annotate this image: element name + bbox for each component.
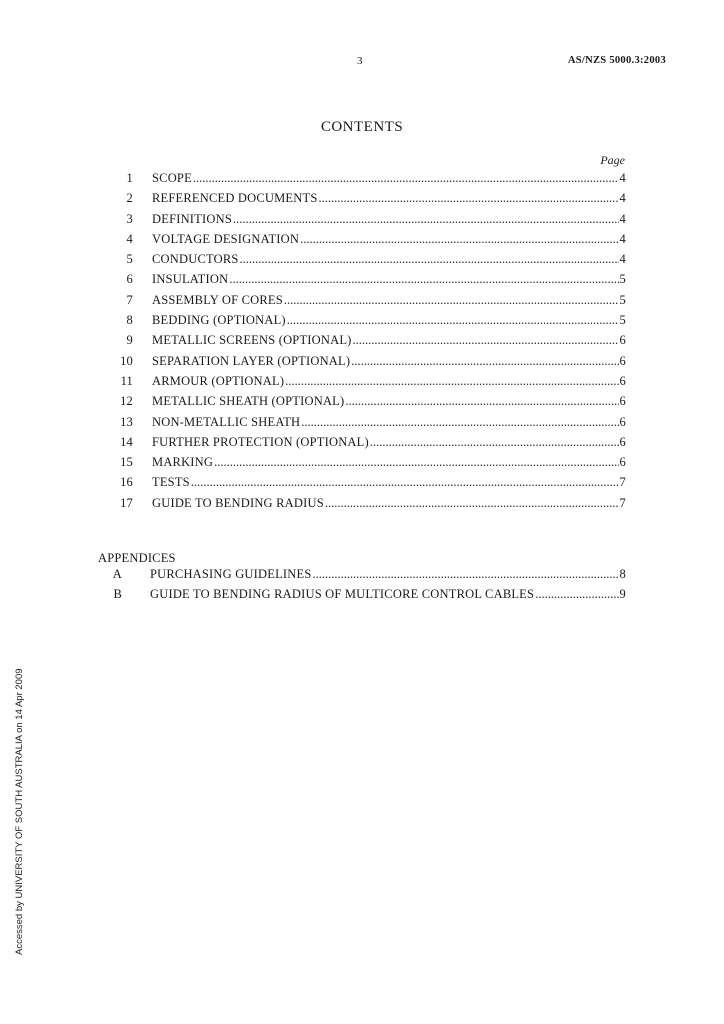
toc-entry-number: 6 bbox=[126, 272, 133, 287]
toc-entry-page: 4 bbox=[619, 211, 626, 226]
access-watermark: Accessed by UNIVERSITY OF SOUTH AUSTRALIA on 14 Apr 2009 bbox=[14, 668, 25, 955]
toc-entry-number: 3 bbox=[126, 211, 133, 226]
toc-entry-title: ARMOUR (OPTIONAL) bbox=[152, 373, 285, 388]
toc-entry-number: 16 bbox=[120, 475, 133, 490]
toc-entry-title: METALLIC SCREENS (OPTIONAL) bbox=[152, 333, 352, 348]
dot-leader bbox=[229, 272, 618, 287]
toc-entry-number: 8 bbox=[126, 313, 133, 328]
toc-entry-page: 6 bbox=[619, 373, 626, 388]
dot-leader bbox=[318, 191, 618, 206]
dot-leader bbox=[284, 293, 619, 308]
toc-entry-insulation[interactable] bbox=[108, 272, 626, 292]
toc-entry-title: MARKING bbox=[152, 455, 214, 470]
page-number: 3 bbox=[357, 55, 363, 67]
toc-entry-title: VOLTAGE DESIGNATION bbox=[152, 231, 300, 246]
toc-entry-page: 5 bbox=[619, 292, 626, 307]
dot-leader bbox=[370, 435, 619, 450]
toc-entry-non-metallic-sheath[interactable] bbox=[108, 415, 626, 435]
dot-leader bbox=[193, 171, 619, 186]
toc-entry-voltage-designation[interactable] bbox=[108, 232, 626, 252]
dot-leader bbox=[191, 475, 619, 490]
toc-entry-number: 15 bbox=[120, 455, 133, 470]
appendix-letter: A bbox=[112, 567, 122, 581]
toc-entry-title: SEPARATION LAYER (OPTIONAL) bbox=[152, 353, 351, 368]
appendix-letter: B bbox=[113, 587, 122, 602]
appendices-list bbox=[108, 567, 626, 608]
dot-leader bbox=[287, 313, 619, 328]
dot-leader bbox=[240, 252, 619, 267]
toc-entry-page: 6 bbox=[619, 333, 626, 348]
toc-entry-number: 2 bbox=[126, 191, 133, 206]
toc-entry-metallic-sheath[interactable] bbox=[108, 394, 626, 414]
toc-entry-title: FURTHER PROTECTION (OPTIONAL) bbox=[152, 434, 369, 449]
appendix-title: PURCHASING GUIDELINES bbox=[150, 567, 312, 581]
appendix-page: 9 bbox=[619, 587, 626, 602]
toc-entry-page: 6 bbox=[619, 434, 626, 449]
dot-leader bbox=[535, 587, 618, 602]
dot-leader bbox=[300, 232, 618, 247]
toc-entry-guide-to-bending-radius[interactable] bbox=[108, 496, 626, 516]
toc-entry-title: REFERENCED DOCUMENTS bbox=[152, 191, 318, 206]
toc-entry-page: 5 bbox=[619, 313, 626, 328]
toc-entry-number: 13 bbox=[120, 414, 133, 429]
toc-entry-number: 1 bbox=[126, 171, 133, 185]
toc-entry-number: 11 bbox=[120, 373, 133, 388]
toc-entry-scope[interactable] bbox=[108, 171, 626, 191]
toc-entry-number: 17 bbox=[120, 495, 133, 510]
toc-entry-armour[interactable] bbox=[108, 374, 626, 394]
toc-entry-page: 4 bbox=[619, 191, 626, 206]
toc-entry-tests[interactable] bbox=[108, 475, 626, 495]
dot-leader bbox=[353, 333, 619, 348]
toc-entry-title: ASSEMBLY OF CORES bbox=[152, 292, 283, 307]
dot-leader bbox=[325, 496, 619, 511]
appendices-heading: APPENDICES bbox=[98, 551, 176, 565]
contents-title: CONTENTS bbox=[320, 119, 404, 135]
toc-entry-page: 4 bbox=[619, 231, 626, 246]
toc-entry-page: 6 bbox=[619, 414, 626, 429]
toc-entry-conductors[interactable] bbox=[108, 252, 626, 272]
toc-entry-number: 4 bbox=[126, 231, 133, 246]
dot-leader bbox=[285, 374, 618, 389]
toc-entry-title: DEFINITIONS bbox=[152, 211, 232, 226]
toc-entry-separation-layer[interactable] bbox=[108, 354, 626, 374]
toc-entry-title: METALLIC SHEATH (OPTIONAL) bbox=[152, 394, 345, 409]
toc-entry-page: 7 bbox=[619, 495, 626, 510]
dot-leader bbox=[233, 212, 619, 227]
table-of-contents bbox=[108, 171, 626, 516]
dot-leader bbox=[214, 455, 618, 470]
appendix-entry-b[interactable] bbox=[108, 587, 626, 607]
toc-entry-number: 12 bbox=[120, 394, 133, 409]
toc-entry-title: GUIDE TO BENDING RADIUS bbox=[152, 495, 324, 510]
toc-entry-title: TESTS bbox=[152, 475, 190, 490]
toc-entry-title: BEDDING (OPTIONAL) bbox=[152, 313, 286, 328]
toc-entry-title: INSULATION bbox=[152, 272, 229, 287]
toc-entry-title: SCOPE bbox=[152, 171, 192, 185]
appendix-entry-a[interactable] bbox=[108, 567, 626, 587]
toc-entry-referenced-documents[interactable] bbox=[108, 191, 626, 211]
toc-entry-definitions[interactable] bbox=[108, 212, 626, 232]
toc-entry-page: 4 bbox=[619, 171, 626, 185]
dot-leader bbox=[313, 567, 619, 582]
dot-leader bbox=[345, 394, 618, 409]
toc-entry-title: NON-METALLIC SHEATH bbox=[152, 414, 301, 429]
toc-entry-marking[interactable] bbox=[108, 455, 626, 475]
toc-entry-metallic-screens[interactable] bbox=[108, 333, 626, 353]
toc-entry-page: 7 bbox=[619, 475, 626, 490]
toc-entry-bedding[interactable] bbox=[108, 313, 626, 333]
toc-entry-page: 6 bbox=[619, 353, 626, 368]
dot-leader bbox=[301, 415, 618, 430]
toc-entry-assembly-of-cores[interactable] bbox=[108, 293, 626, 313]
toc-entry-number: 5 bbox=[126, 252, 133, 267]
dot-leader bbox=[351, 354, 618, 369]
standard-reference: AS/NZS 5000.3:2003 bbox=[567, 55, 666, 66]
toc-entry-page: 6 bbox=[619, 394, 626, 409]
toc-entry-title: CONDUCTORS bbox=[152, 252, 239, 267]
appendix-page: 8 bbox=[619, 567, 626, 581]
page-column-label: Page bbox=[600, 153, 625, 167]
appendix-title: GUIDE TO BENDING RADIUS OF MULTICORE CONTROL CABLES bbox=[150, 587, 535, 602]
toc-entry-number: 10 bbox=[120, 353, 133, 368]
toc-entry-number: 9 bbox=[126, 333, 133, 348]
toc-entry-page: 6 bbox=[619, 455, 626, 470]
toc-entry-page: 5 bbox=[619, 272, 626, 287]
toc-entry-further-protection[interactable] bbox=[108, 435, 626, 455]
toc-entry-number: 7 bbox=[126, 292, 133, 307]
toc-entry-page: 4 bbox=[619, 252, 626, 267]
toc-entry-number: 14 bbox=[120, 434, 133, 449]
